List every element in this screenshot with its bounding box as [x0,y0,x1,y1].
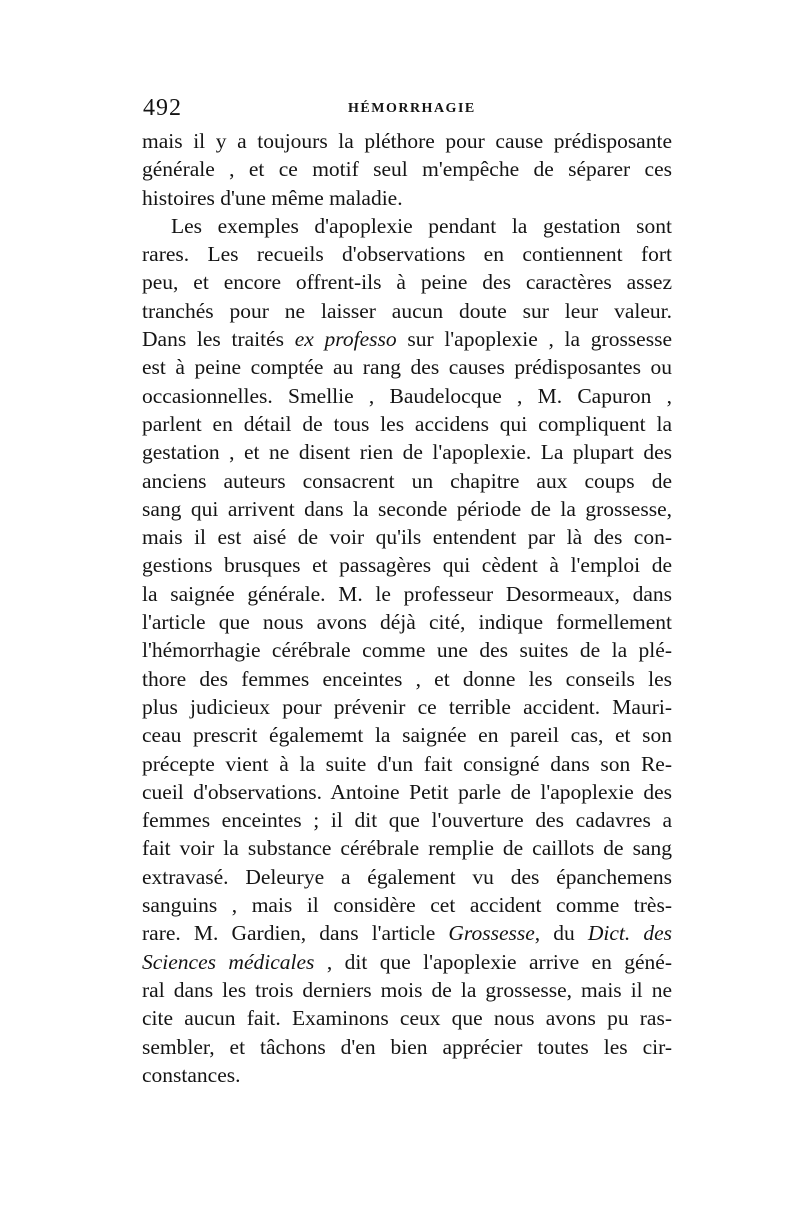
text-line [142,948,672,976]
text-line [142,297,672,325]
text-segment: thore des femmes enceintes , et donne les conseils les [142,666,672,691]
text-segment: ral dans les trois derniers mois de la grossesse, mais il ne [142,977,672,1002]
italic-text: Grossesse [448,921,535,946]
text-segment: cite aucun fait. Examinons ceux que nous avons pu ras- [142,1006,672,1031]
text-segment: histoires d'une même maladie. [142,185,403,210]
text-segment: précepte vient à la suite d'un fait consigné dans son Re- [142,751,672,776]
text-line [142,608,672,636]
italic-text: Sciences médicales [142,949,315,974]
text-segment: plus judicieux pour prévenir ce terrible accident. Mauri- [142,694,672,719]
italic-text: Dict. des [587,921,672,946]
body-text [142,127,672,1089]
text-segment: générale , et ce motif seul m'empêche de séparer ces [142,157,672,182]
page-header [143,93,673,123]
page-number: 492 [143,95,182,121]
text-line [142,240,672,268]
text-segment: extravasé. Deleurye a également vu des épanchemens [142,864,672,889]
text-line [142,184,672,212]
text-line [142,410,672,438]
text-segment: constances. [142,1062,241,1087]
text-segment: Les exemples d'apoplexie pendant la gestation sont [171,213,672,238]
text-line [142,127,672,155]
text-line [142,891,672,919]
text-line [142,863,672,891]
text-line [142,665,672,693]
text-segment: gestions brusques et passagères qui cèdent à l'emploi de [142,553,672,578]
text-line [142,495,672,523]
text-line [142,1061,672,1089]
text-segment: l'article que nous avons déjà cité, indique formellement [142,610,672,635]
text-line [142,467,672,495]
text-line [142,353,672,381]
text-segment: l'hémorrhagie cérébrale comme une des suites de la plé- [142,638,672,663]
text-line [142,1004,672,1032]
text-line [142,155,672,183]
text-segment: est à peine comptée au rang des causes prédisposantes ou [142,355,672,380]
text-line [142,1033,672,1061]
text-segment: peu, et encore offrent-ils à peine des caractères assez [142,270,672,295]
text-segment: sanguins , mais il considère cet accident comme très- [142,893,672,918]
text-line [142,268,672,296]
text-line [142,919,672,947]
text-line [142,636,672,664]
text-line [142,834,672,862]
text-segment: rares. Les recueils d'observations en contiennent fort [142,242,672,267]
text-line [142,382,672,410]
text-line [142,721,672,749]
text-segment: mais il est aisé de voir qu'ils entendent par là des con- [142,525,672,550]
text-segment: la saignée générale. M. le professeur Desormeaux, dans [142,581,672,606]
text-line [142,778,672,806]
text-segment: tranchés pour ne laisser aucun doute sur leur valeur. [142,298,672,323]
text-segment: fait voir la substance cérébrale remplie de caillots de sang [142,836,672,861]
text-segment: sembler, et tâchons d'en bien apprécier toutes les cir- [142,1034,672,1059]
text-line [142,976,672,1004]
text-line [142,523,672,551]
text-line [142,693,672,721]
text-segment: rare. M. Gardien, dans l'article [142,921,449,946]
text-segment: gestation , et ne disent rien de l'apoplexie. La plupart des [142,440,672,465]
text-line [142,580,672,608]
text-segment: sur l'apoplexie , la grossesse [396,327,672,352]
text-line [142,212,672,240]
text-line [142,806,672,834]
running-head: HÉMORRHAGIE [348,101,476,116]
text-line [142,438,672,466]
text-segment: , dit que l'apoplexie arrive en géné- [314,949,673,974]
text-segment: parlent en détail de tous les accidens qui compliquent la [142,411,672,436]
text-segment: sang qui arrivent dans la seconde période de la grossesse, [142,496,672,521]
text-segment: femmes enceintes ; il dit que l'ouverture des cadavres a [142,808,672,833]
italic-text: ex professo [294,327,397,352]
text-segment: , du [534,921,588,946]
text-segment: anciens auteurs consacrent un chapitre aux coups de [142,468,672,493]
text-line [142,325,672,353]
text-line [142,750,672,778]
text-line [142,551,672,579]
text-segment: cueil d'observations. Antoine Petit parle de l'apoplexie des [142,779,672,804]
text-segment: mais il y a toujours la pléthore pour cause prédisposante [142,129,672,153]
text-segment: ceau prescrit égalememt la saignée en pareil cas, et son [142,723,672,748]
text-segment: occasionnelles. Smellie , Baudelocque , M. Capuron , [142,383,672,408]
text-segment: Dans les traités [142,327,295,352]
